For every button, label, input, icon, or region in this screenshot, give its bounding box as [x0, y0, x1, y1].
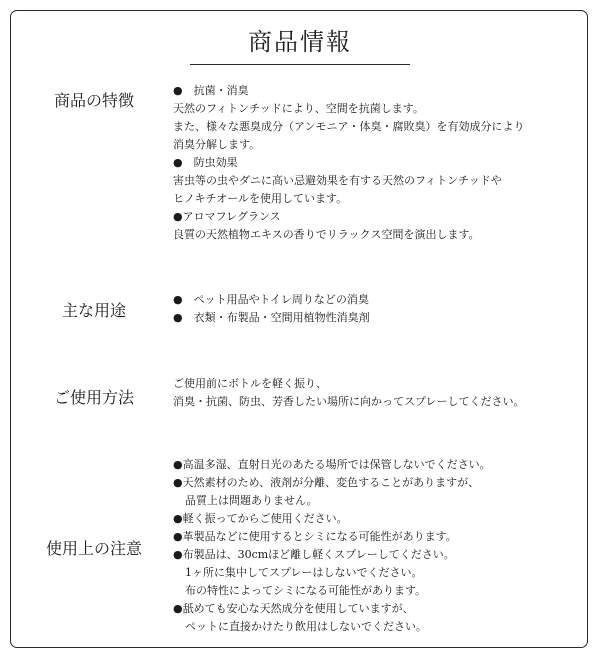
section-label-features: 商品の特徴 [53, 91, 134, 110]
list-item: ヒノキチオールを使用しています。 [173, 192, 348, 205]
list-item: ●高温多湿、直射日光のあたる場所では保管しないでください。 [173, 458, 491, 471]
list-item: 1ヶ所に集中してスプレーはしないでください。 [185, 566, 423, 579]
section-content-features [173, 82, 573, 244]
list-item: 害虫等の虫やダニに高い忌避効果を有する天然のフィトンチッドや [173, 174, 502, 187]
list-item: 品質上は問題ありません。 [185, 494, 318, 507]
list-item: ●天然素材のため、液剤が分離、変色することがありますが、 [173, 476, 480, 489]
list-item: また、様々な悪臭成分（アンモニア・体臭・腐敗臭）を有効成分により [173, 120, 525, 133]
section-label-uses: 主な用途 [61, 301, 126, 320]
list-item: ●革製品などに使用するとシミになる可能性があります。 [173, 530, 457, 543]
list-item: 天然のフィトンチッドにより、空間を抗菌します。 [173, 102, 424, 115]
list-item: ●軽く振ってからご使用ください。 [173, 512, 348, 525]
list-item: 良質の天然植物エキスの香りでリラックス空間を演出します。 [173, 228, 480, 241]
list-item: ご使用前にボトルを軽く振り、 [173, 377, 327, 390]
list-item: ●布製品は、30cmほど離し軽くスプレーしてください。 [173, 548, 455, 561]
section-content-uses [173, 291, 573, 327]
page-title: 商品情報 [248, 28, 352, 56]
list-item: 消臭分解します。 [173, 138, 261, 151]
section-label-cautions: 使用上の注意 [45, 539, 142, 558]
list-item: ● 抗菌・消臭 [173, 84, 249, 97]
section-content-cautions [173, 456, 573, 636]
list-item: ● 衣類・布製品・空間用植物性消臭剤 [173, 311, 370, 324]
title-underline [190, 64, 410, 65]
list-item: ● 防虫効果 [173, 156, 238, 169]
section-content-usage [173, 375, 573, 411]
section-label-usage: ご使用方法 [53, 388, 134, 407]
list-item: 消臭・抗菌、防虫、芳香したい場所に向かってスプレーしてください。 [173, 395, 525, 408]
list-item: ペットに直接かけたり飲用はしないでください。 [185, 620, 427, 633]
list-item: ●舐めても安心な天然成分を使用していますが、 [173, 602, 414, 615]
list-item: 布の特性によってシミになる可能性があります。 [185, 584, 427, 597]
list-item: ●アロマフレグランス [173, 210, 281, 223]
list-item: ● ペット用品やトイレ周りなどの消臭 [173, 293, 369, 306]
